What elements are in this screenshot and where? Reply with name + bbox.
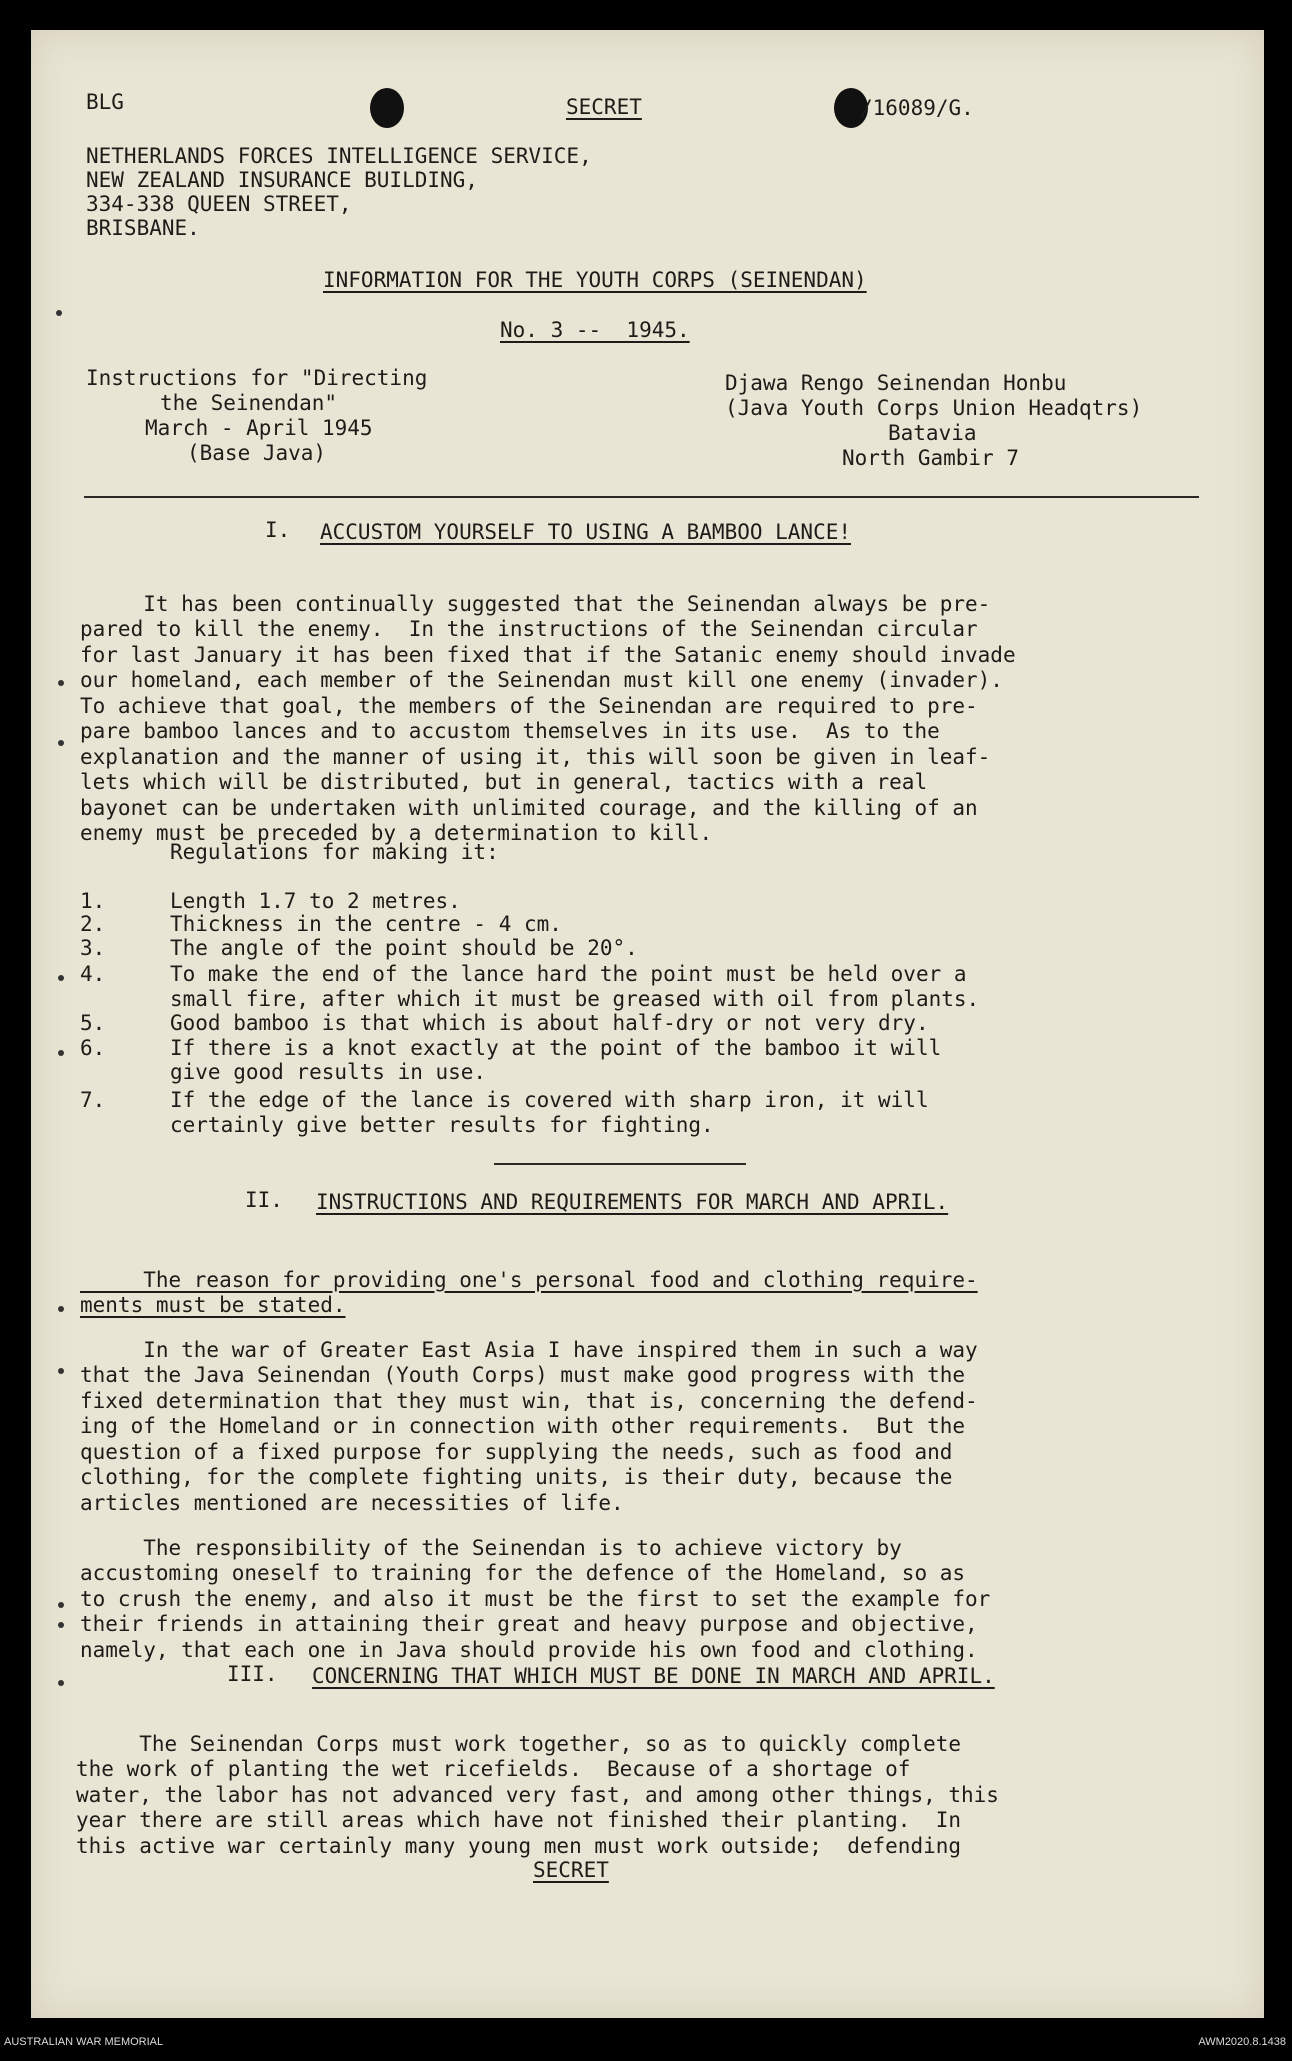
regulation-number: 1. (80, 889, 106, 913)
margin-mark (58, 1680, 64, 1686)
regulation-text: If the edge of the lance is covered with sharp iron, it will (170, 1088, 929, 1112)
left-block-line: March - April 1945 (145, 416, 373, 440)
regulation-text: give good results in use. (170, 1060, 487, 1084)
margin-mark (58, 740, 64, 746)
address-line: BRISBANE. (86, 216, 200, 240)
divider-rule (84, 496, 1199, 498)
regulation-number: 3. (80, 936, 106, 960)
left-block-line: (Base Java) (187, 441, 327, 465)
right-block-line: (Java Youth Corps Union Headqtrs) (725, 396, 1143, 420)
regulation-text: Thickness in the centre - 4 cm. (170, 912, 562, 936)
section-3-paragraph: The Seinendan Corps must work together, so as to quickly complete the work of planting the wet ricefields. Because of a shortage of water, the labor has not advanced very fast, and among other things, this year there are still areas which have not finished their planting. In this active war certainly many young men must work outside; defending (76, 1731, 999, 1858)
right-block-line: Batavia (888, 421, 977, 445)
regulation-number: 2. (80, 912, 106, 936)
section-2-numeral: II. (245, 1188, 283, 1212)
margin-mark (58, 1368, 64, 1374)
left-block-line: Instructions for "Directing (86, 366, 428, 390)
short-divider-rule (494, 1163, 746, 1165)
punch-hole-left (370, 88, 404, 128)
section-1-numeral: I. (265, 518, 291, 542)
reference-number: /16089/G. (860, 96, 974, 120)
regulation-number: 7. (80, 1088, 106, 1112)
regulation-number: 4. (80, 962, 106, 986)
margin-mark (58, 1622, 64, 1628)
section-2-heading: INSTRUCTIONS AND REQUIREMENTS FOR MARCH AND APRIL. (316, 1190, 949, 1214)
regulation-text: To make the end of the lance hard the point must be held over a (170, 962, 967, 986)
classification-footer: SECRET (533, 1858, 609, 1882)
address-line: NEW ZEALAND INSURANCE BUILDING, (86, 168, 478, 192)
archive-footer-right: AWM2020.8.1438 (1198, 2036, 1286, 2048)
archive-footer-left: AUSTRALIAN WAR MEMORIAL (4, 2036, 164, 2048)
section-2-subheading: The reason for providing one's personal food and clothing require- ments must be stated. (80, 1267, 978, 1317)
section-1-paragraph: It has been continually suggested that the Seinendan always be pre- pared to kill the enemy. In the instructions of the Seinendan circular for last January it has been fixed that if the Satanic enemy should invade our homeland, each member of the Seinendan must kill one enemy (invader). To achieve that goal, the members of the Seinendan are required to pre- pare bamboo lances and to accustom themselves in its use. As to the explanation and the manner of using it, this will soon be given in leaf- lets which will be distributed, but in general, tactics with a real bayonet can be undertaken with unlimited courage, and the killing of an enemy must be preceded by a determination to kill. (80, 591, 1016, 845)
regulation-text: Length 1.7 to 2 metres. (170, 889, 461, 913)
document-number: No. 3 -- 1945. (500, 318, 690, 342)
margin-mark (56, 310, 62, 316)
regulation-text: small fire, after which it must be greased with oil from plants. (170, 987, 980, 1011)
margin-mark (58, 680, 64, 686)
regulation-number: 6. (80, 1036, 106, 1060)
regulation-text: certainly give better results for fighting. (170, 1113, 714, 1137)
address-line: NETHERLANDS FORCES INTELLIGENCE SERVICE, (86, 144, 592, 168)
margin-mark (58, 1602, 64, 1608)
regulation-text: The angle of the point should be 20°. (170, 936, 638, 960)
section-2-paragraph-2: The responsibility of the Seinendan is to achieve victory by accustoming oneself to training for the defence of the Homeland, so as to crush the enemy, and also it must be the first to set the example for their friends in attaining their great and heavy purpose and objective, namely, that each one in Java should provide his own food and clothing. (80, 1535, 991, 1662)
section-3-numeral: III. (227, 1662, 278, 1686)
regulation-text: Good bamboo is that which is about half-dry or not very dry. (170, 1011, 929, 1035)
right-block-line: Djawa Rengo Seinendan Honbu (725, 371, 1067, 395)
regulations-label: Regulations for making it: (170, 840, 499, 864)
section-2-paragraph-1: In the war of Greater East Asia I have inspired them in such a way that the Java Seinendan (Youth Corps) must make good progress with the fixed determination that they must win, that is, concerning the defend- ing of the Homeland or in connection with other requirements. But the question of a fixed purpose for supplying the needs, such as food and clothing, for the complete fighting units, is their duty, because the articles mentioned are necessities of life. (80, 1337, 978, 1515)
left-block-line: the Seinendan" (160, 391, 338, 415)
regulation-text: If there is a knot exactly at the point of the bamboo it will (170, 1036, 942, 1060)
right-block-line: North Gambir 7 (842, 446, 1020, 470)
regulation-number: 5. (80, 1011, 106, 1035)
document-title: INFORMATION FOR THE YOUTH CORPS (SEINENDAN) (323, 268, 867, 292)
classification-header: SECRET (566, 95, 642, 119)
section-1-heading: ACCUSTOM YOURSELF TO USING A BAMBOO LANCE! (320, 520, 852, 544)
section-3-heading: CONCERNING THAT WHICH MUST BE DONE IN MARCH AND APRIL. (312, 1664, 995, 1688)
margin-mark (58, 975, 64, 981)
initials: BLG (86, 90, 124, 114)
margin-mark (58, 1050, 64, 1056)
margin-mark (58, 1306, 64, 1312)
address-line: 334-338 QUEEN STREET, (86, 192, 352, 216)
